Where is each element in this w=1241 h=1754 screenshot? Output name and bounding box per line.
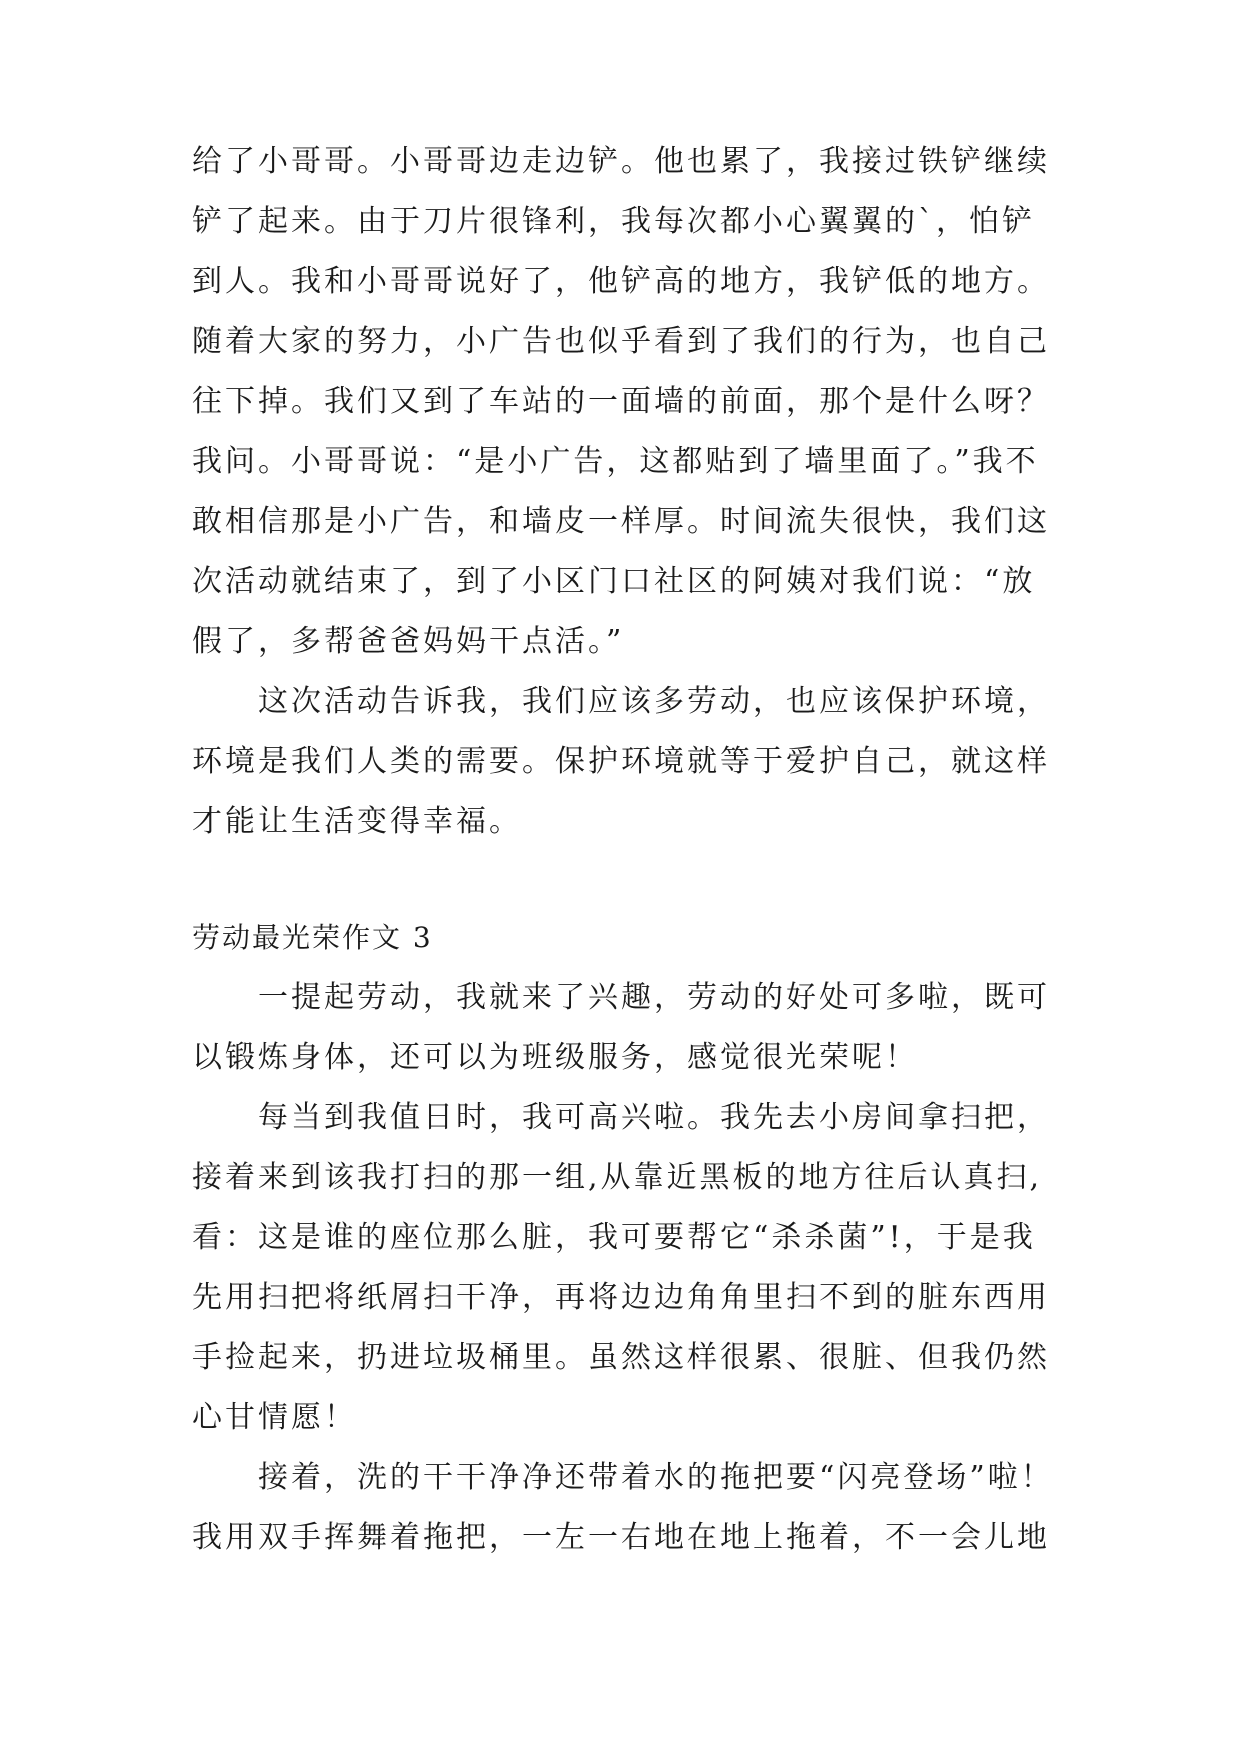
text-line: 到人。我和小哥哥说好了，他铲高的地方，我铲低的地方。 bbox=[192, 264, 1050, 299]
text-line: 我用双手挥舞着拖把，一左一右地在地上拖着，不一会儿地 bbox=[192, 1520, 1050, 1555]
text-line: 给了小哥哥。小哥哥边走边铲。他也累了，我接过铁铲继续 bbox=[192, 144, 1050, 179]
text-line: 假了，多帮爸爸妈妈干点活。” bbox=[192, 624, 625, 659]
text-line: 看：这是谁的座位那么脏，我可要帮它“杀杀菌”!，于是我 bbox=[192, 1220, 1036, 1255]
essay-title: 劳动最光荣作文 3 bbox=[192, 921, 433, 954]
text-line: 我问。小哥哥说：“是小广告，这都贴到了墙里面了。”我不 bbox=[192, 444, 1039, 479]
essay3-paragraph-2 bbox=[192, 1088, 1092, 1448]
text-line: 先用扫把将纸屑扫干净，再将边边角角里扫不到的脏东西用 bbox=[192, 1280, 1050, 1315]
continuation-paragraph bbox=[192, 132, 1092, 672]
text-line: 每当到我值日时，我可高兴啦。我先去小房间拿扫把， bbox=[258, 1100, 1050, 1135]
text-line: 次活动就结束了，到了小区门口社区的阿姨对我们说：“放 bbox=[192, 564, 1036, 599]
text-line: 接着，洗的干干净净还带着水的拖把要“闪亮登场”啦！ bbox=[258, 1460, 1054, 1495]
text-line: 敢相信那是小广告，和墙皮一样厚。时间流失很快，我们这 bbox=[192, 504, 1050, 539]
text-line: 才能让生活变得幸福。 bbox=[192, 804, 522, 839]
text-line: 随着大家的努力，小广告也似乎看到了我们的行为，也自己 bbox=[192, 324, 1050, 359]
text-line: 以锻炼身体，还可以为班级服务，感觉很光荣呢！ bbox=[192, 1040, 918, 1075]
text-line: 手捡起来，扔进垃圾桶里。虽然这样很累、很脏、但我仍然 bbox=[192, 1340, 1050, 1375]
text-line: 环境是我们人类的需要。保护环境就等于爱护自己，就这样 bbox=[192, 744, 1050, 779]
text-line: 铲了起来。由于刀片很锋利，我每次都小心翼翼的`，怕铲 bbox=[192, 204, 1035, 239]
text-line: 接着来到该我打扫的那一组,从靠近黑板的地方往后认真扫, bbox=[192, 1160, 1043, 1195]
text-line: 往下掉。我们又到了车站的一面墙的前面，那个是什么呀？ bbox=[192, 384, 1050, 419]
conclusion-paragraph bbox=[192, 672, 1092, 852]
essay3-paragraph-1 bbox=[192, 968, 1092, 1088]
text-line: 心甘情愿！ bbox=[192, 1400, 357, 1435]
text-line: 一提起劳动，我就来了兴趣，劳动的好处可多啦，既可 bbox=[258, 980, 1050, 1015]
essay3-paragraph-3 bbox=[192, 1448, 1092, 1568]
text-line: 这次活动告诉我，我们应该多劳动，也应该保护环境， bbox=[258, 684, 1050, 719]
